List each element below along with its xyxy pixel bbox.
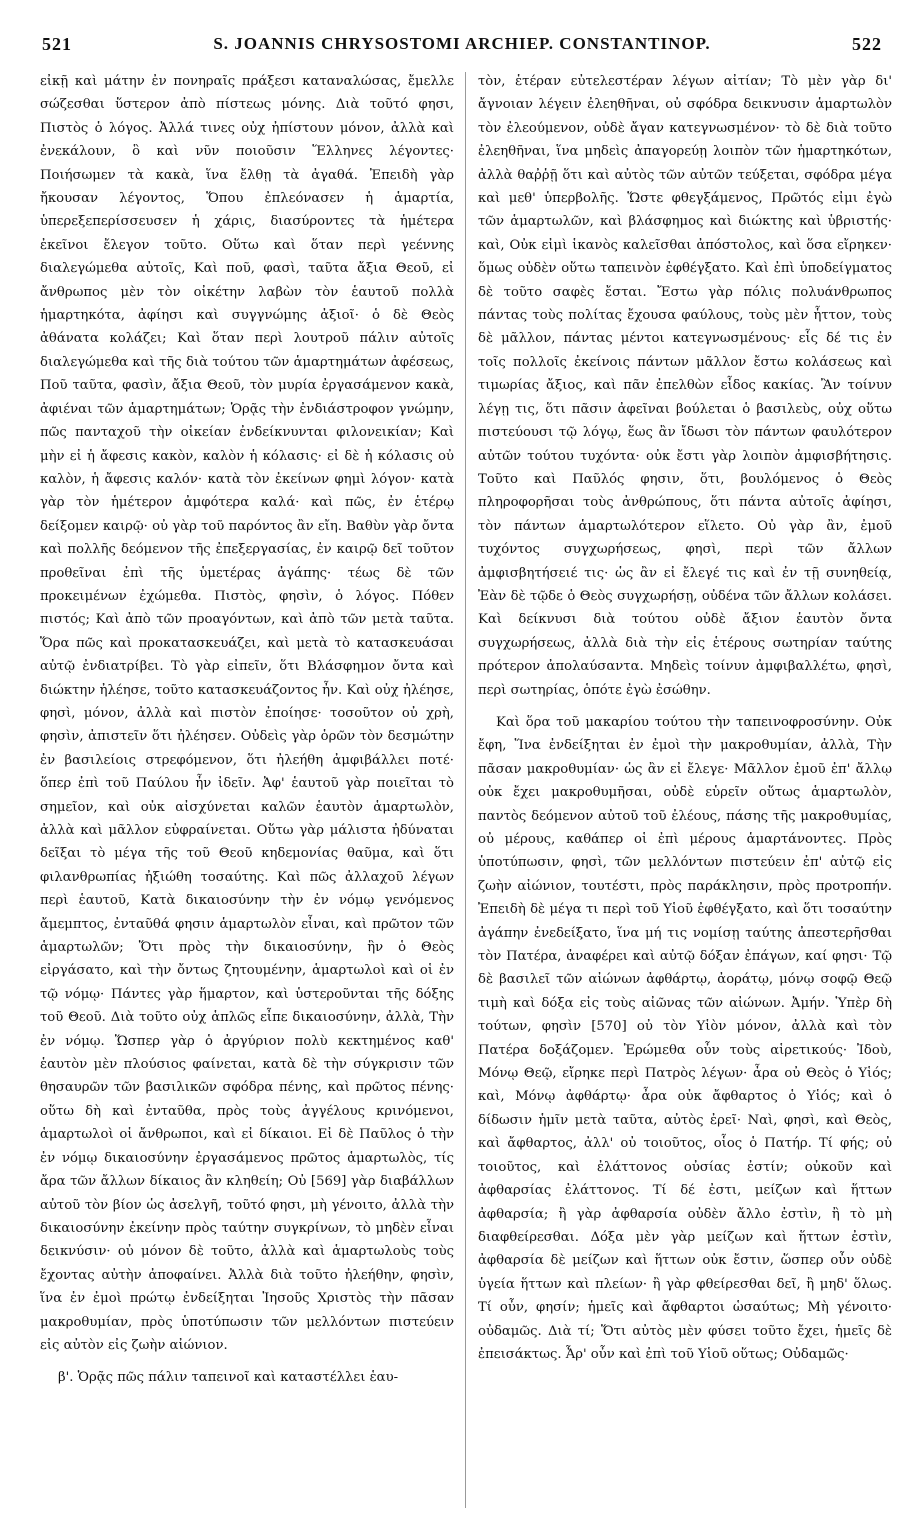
- left-column: [40, 70, 454, 1510]
- left-paragraph-2: β'. Ὁρᾷς πῶς πάλιν ταπεινοῖ καὶ καταστέλλει ἑαυ-: [58, 1370, 399, 1386]
- running-header: [40, 34, 884, 64]
- right-paragraph-1: τὸν, ἑτέραν εὐτελεστέραν λέγων αἰτίαν; Τὸ μὲν γὰρ δι' ἄγνοιαν λέγειν ἐλεηθῆναι, οὐ σφόδρα δεικνυσιν ἁμαρτωλὸν τὸν ἐλεούμενον, οὐδὲ ἄγαν κατεγνωσμένον· τὸ δὲ διὰ τοῦτο ἐλεηθῆναι, ἵνα μηδεὶς ἀπαγορεύῃ λοιπὸν τῶν ἡμαρτηκότων, ἀλλὰ θαῤῥῇ ὅτι καὶ αὐτὸς τῶν αὐτῶν τεύξεται, σφόδρα μέγα καὶ μεθ' ὑπερβολῆς. Ὥστε φθεγξάμενος, Πρῶτός εἰμι ἐγὼ τῶν ἁμαρτωλῶν, καὶ βλάσφημος καὶ διώκτης καὶ ὑβριστής· καὶ, Οὐκ εἰμὶ ἱκανὸς καλεῖσθαι ἀπόστολος, καὶ ὅσα εἴρηκεν· ὅμως οὐδὲν οὕτω ταπεινὸν ἐφθέγξατο. Καὶ ἐπὶ ὑποδείγματος δὲ τοῦτο σαφὲς ἔσται. Ἔστω γὰρ πόλις πολυάνθρωπος πάντας τοὺς πολίτας ἔχουσα φαύλους, τοὺς μὲν ἧττον, τοὺς δὲ μᾶλλον, πάντας μέντοι κατεγνωσμένους· εἷς δέ τις ἐν τοῖς πολλοῖς ἐκείνοις πάντων μᾶλλον ἔστω κολάσεως καὶ τιμωρίας ἄξιος, καὶ πᾶν ἐπελθὼν εἶδος κακίας. Ἂν τοίνυν λέγῃ τις, ὅτι πᾶσιν ἀφεῖναι βούλεται ὁ βασιλεὺς, οὐχ οὕτω πιστεύουσι τῷ λόγῳ, ἕως ἂν ἴδωσι τὸν πάντων φαυλότερον αὐτῶν τούτου τυχόντα· οὐκ ἔστι γὰρ λοιπὸν ἀμφισβήτησις. Τοῦτο καὶ Παῦλός φησιν, ὅτι, βουλόμενος ὁ Θεὸς πληροφορῆσαι τοὺς ἀνθρώπους, ὅτι πάντα αὐτοῖς ἀφίησι, τὸν πάντων ἁμαρτωλότερον εἵλετο. Οὐ γὰρ ἂν, ἐμοῦ τυχόντος συγχωρήσεως, φησὶ, περὶ τῶν ἄλλων ἀμφισβητήσειέ τις· ὡς ἂν εἰ ἔλεγέ τις καὶ ἐν τῇ συνηθείᾳ, Ἐὰν δὲ τῷδε ὁ Θεὸς συγχωρήσῃ, οὐδένα τῶν ἄλλων κολάσει. Καὶ δείκνυσι διὰ τούτου οὐδὲ ἄξιον ἑαυτὸν ὄντα συγχωρήσεως, ἀλλὰ διὰ τὴν εἰς ἑτέρους σωτηρίαν ταύτης πρότερον ἀπολαύσαντα. Μηδεὶς τοίνυν ἀμφιβαλλέτω, φησὶ, περὶ σωτηρίας, ὁπότε ἐγὼ ἐσώθην.: [478, 74, 892, 698]
- column-divider: [465, 72, 466, 1508]
- running-title: S. JOANNIS CHRYSOSTOMI ARCHIEP. CONSTANTINOP.: [213, 34, 711, 53]
- right-column: [478, 70, 892, 1510]
- page-number-right: 522: [852, 34, 882, 54]
- left-paragraph-1: εἰκῇ καὶ μάτην ἐν πονηραῖς πράξεσι καταναλώσας, ἔμελλε σώζεσθαι ὕστερον ἀπὸ πίστεως μόνης. Διὰ τοῦτό φησι, Πιστὸς ὁ λόγος. Ἀλλά τινες οὐχ ἠπίστουν μόνον, ἀλλὰ καὶ ἐνεκάλουν, ὃ καὶ νῦν ποιοῦσιν Ἕλληνες λέγοντες· Ποιήσωμεν τὰ κακὰ, ἵνα ἔλθῃ τὰ ἀγαθά. Ἐπειδὴ γὰρ ἤκουσαν λέγοντος, Ὅπου ἐπλεόνασεν ἡ ἁμαρτία, ὑπερεξεπερίσσευσεν ἡ χάρις, διασύροντες τὰ ἡμέτερα ἐκεῖνοι ἔλεγον τοῦτο. Οὕτω καὶ ὅταν περὶ γεέννης διαλεγώμεθα αὐτοῖς, Καὶ ποῦ, φασὶ, ταῦτα ἄξια Θεοῦ, εἰ ἄνθρωπος μὲν τὸν οἰκέτην λαβὼν τὸν ἑαυτοῦ πολλὰ ἡμαρτηκότα, ἀφίησι καὶ συγγνώμης ἀξιοῖ· ὁ δὲ Θεὸς ἀθάνατα κολάζει; Καὶ ὅταν περὶ λουτροῦ πάλιν αὐτοῖς διαλεγώμεθα καὶ τῆς διὰ τούτου τῶν ἁμαρτημάτων ἀφέσεως, Ποῦ ταῦτα, φασὶν, ἄξια Θεοῦ, τὸν μυρία ἐργασάμενον κακὰ, ἀφιέναι τῶν ἁμαρτημάτων; Ὁρᾷς τὴν ἐνδιάστροφον γνώμην, πῶς πανταχοῦ τὴν οἰκείαν ἐνδείκνυνται φιλονεικίαν; Καὶ μὴν εἰ ἡ ἄφεσις κακὸν, καλὸν ἡ κόλασις· εἰ δὲ ἡ κόλασις οὐ καλὸν, ἡ ἄφεσις καλόν· κατὰ τὸν ἐκείνων φημὶ λόγον· κατὰ γὰρ τὸν ἡμέτερον ἀμφότερα καλά· καὶ πῶς, ἐν ἑτέρῳ δείξομεν καιρῷ· οὐ γὰρ τοῦ παρόντος ἂν εἴη. Βαθὺν γὰρ ὄντα καὶ πολλῆς δεόμενον τῆς ἐπεξεργασίας, ἐν καιρῷ δεῖ τοῦτον προθεῖναι ἐπὶ τῆς ὑμετέρας ἀγάπης· τέως δὲ τῶν προκειμένων ἐχώμεθα. Πιστὸς, φησὶν, ὁ λόγος. Πόθεν πιστός; Καὶ ἀπὸ τῶν προαγόντων, καὶ ἀπὸ τῶν μετὰ ταῦτα. Ὅρα πῶς καὶ προκατασκευάζει, καὶ μετὰ τὸ κατασκευάσαι αὐτῷ ἐνδιατρίβει. Τὸ γὰρ εἰπεῖν, ὅτι Βλάσφημον ὄντα καὶ διώκτην ἠλέησε, τοῦτο κατασκευάζοντος ἦν. Καὶ οὐχ ἠλέησε, φησὶ, μόνον, ἀλλὰ καὶ πιστὸν ἐποίησε· τοσοῦτον οὐ χρὴ, φησὶν, ἀπιστεῖν ὅτι ἠλέησεν. Οὐδεὶς γὰρ ὁρῶν τὸν δεσμώτην ἐν βασιλείοις στρεφόμενον, ὅτι ἠλεήθη ἀμφιβάλλει ποτέ· ὅπερ ἐπὶ τοῦ Παύλου ἦν ἰδεῖν. Ἀφ' ἑαυτοῦ γὰρ ποιεῖται τὸ σημεῖον, καὶ οὐκ αἰσχύνεται καλῶν ἑαυτὸν ἁμαρτωλὸν, ἀλλὰ καὶ μᾶλλον εὐφραίνεται. Οὕτω γὰρ μάλιστα ἠδύναται δεῖξαι τὸ μέγα τῆς τοῦ Θεοῦ κηδεμονίας θαῦμα, καὶ ὅτι φιλανθρωπίας ἠξιώθη τοσαύτης. Καὶ πῶς ἀλλαχοῦ λέγων περὶ ἑαυτοῦ, Κατὰ δικαιοσύνην τὴν ἐν νόμῳ γενόμενος ἄμεμπτος, ἐνταῦθά φησιν ἁμαρτωλὸν εἶναι, καὶ πρῶτον τῶν ἁμαρτωλῶν; Ὅτι πρὸς τὴν δικαιοσύνην, ἣν ὁ Θεὸς εἰργάσατο, καὶ τὴν ὄντως ζητουμένην, ἁμαρτωλοὶ καὶ οἱ ἐν τῷ νόμῳ· Πάντες γὰρ ἥμαρτον, καὶ ὑστεροῦνται τῆς δόξης τοῦ Θεοῦ. Διὰ τοῦτο οὐχ ἁπλῶς εἶπε δικαιοσύνην, ἀλλὰ, Τὴν ἐν νόμῳ. Ὥσπερ γὰρ ὁ ἀργύριον πολὺ κεκτημένος καθ' ἑαυτὸν μὲν πλούσιος φαίνεται, κατὰ δὲ τὴν σύγκρισιν τῶν θησαυρῶν τῶν βασιλικῶν σφόδρα πένης, καὶ πρῶτος πένης· οὕτω δὴ καὶ ἐνταῦθα, πρὸς τοὺς ἀγγέλους κρινόμενοι, ἁμαρτωλοὶ οἱ ἄνθρωποι, καὶ εἰ δίκαιοι. Εἰ δὲ Παῦλος ὁ τὴν ἐν νόμῳ δικαιοσύνην ἐργασάμενος πρῶτος ἁμαρτωλὸς, τίς ἄρα τῶν ἄλλων δίκαιος ἂν κληθείη; Οὐ [569] γὰρ διαβάλλων αὐτοῦ τὸν βίον ὡς ἀσελγῆ, τοῦτό φησι, μὴ γένοιτο, ἀλλὰ τὴν δικαιοσύνην ἐκείνην πρὸς ταύτην συγκρίνων, τὸ μηδὲν εἶναι δεικνύσιν· οὐ μόνον δὲ τοῦτο, ἀλλὰ καὶ ἁμαρτωλοὺς τοὺς ἔχοντας αὐτὴν ἀποφαίνει. Ἀλλὰ διὰ τοῦτο ἠλεήθην, φησὶν, ἵνα ἐν ἐμοὶ πρώτῳ ἐνδείξηται Ἰησοῦς Χριστὸς τὴν πᾶσαν μακροθυμίαν, πρὸς ὑποτύπωσιν τῶν μελλόντων πιστεύειν εἰς αὐτὸν εἰς ζωὴν αἰώνιον.: [40, 74, 454, 1353]
- right-paragraph-2: Καὶ ὅρα τοῦ μακαρίου τούτου τὴν ταπεινοφροσύνην. Οὐκ ἔφη, Ἵνα ἐνδείξηται ἐν ἐμοὶ τὴν μακροθυμίαν, ἀλλὰ, Τὴν πᾶσαν μακροθυμίαν· ὡς ἂν εἰ ἔλεγε· Μᾶλλον ἐμοῦ ἐπ' ἄλλῳ οὐκ ἔχει μακροθυμῆσαι, οὐδὲ εὑρεῖν οὕτως ἁμαρτωλὸν, παντὸς δεόμενον αὐτοῦ τοῦ ἐλέους, πάσης τῆς μακροθυμίας, οὐ μέρους, καθάπερ οἱ ἐπὶ μέρους ἁμαρτάνοντες. Πρὸς ὑποτύπωσιν, φησὶ, τῶν μελλόντων πιστεύειν ἐπ' αὐτῷ εἰς ζωὴν αἰώνιον, τουτέστι, πρὸς παράκλησιν, πρὸς προτροπήν. Ἐπειδὴ δὲ μέγα τι περὶ τοῦ Υἱοῦ ἐφθέγξατο, καὶ ὅτι τοσαύτην ἀγάπην ἐνεδείξατο, ἵνα μή τις νομίσῃ ταύτης ἀπεστερῆσθαι τὸν Πατέρα, ἀναφέρει καὶ αὐτῷ δόξαν ἐπάγων, καί φησι· Τῷ δὲ βασιλεῖ τῶν αἰώνων ἀφθάρτῳ, ἀοράτῳ, μόνῳ σοφῷ Θεῷ τιμὴ καὶ δόξα εἰς τοὺς αἰῶνας τῶν αἰώνων. Ἀμήν. Ὑπὲρ δὴ τούτων, φησὶν [570] οὐ τὸν Υἱὸν μόνον, ἀλλὰ καὶ τὸν Πατέρα δοξάζομεν. Ἐρώμεθα οὖν τοὺς αἱρετικούς· Ἰδοὺ, Μόνῳ Θεῷ, εἴρηκε περὶ Πατρὸς λέγων· ἆρα οὐ Θεὸς ὁ Υἱός; καὶ, Μόνῳ ἀφθάρτῳ· ἆρα οὐκ ἄφθαρτος ὁ Υἱός; καὶ ὁ δίδωσιν ἡμῖν μετὰ ταῦτα, αὐτὸς ἐρεῖ· Ναὶ, φησὶ, καὶ Θεὸς, καὶ ἄφθαρτος, ἀλλ' οὐ τοιοῦτος, οἷος ὁ Πατήρ. Τί φής; οὐ τοιοῦτος, καὶ ἐλάττονος οὐσίας ἐστίν; οὐκοῦν καὶ ἀφθαρσίας ἐλάττονος. Τί δέ ἐστι, μείζων καὶ ἥττων ἀφθαρσία; ἢ γὰρ ἀφθαρσία οὐδὲν ἄλλο ἐστὶν, ἢ τὸ μὴ διαφθείρεσθαι. Δόξα μὲν γὰρ μείζων καὶ ἥττων ἐστὶν, ἀφθαρσία δὲ μείζων καὶ ἥττων οὐκ ἔστιν, ὥσπερ οὖν οὐδὲ ὑγεία ἥττων καὶ πλείων· ἢ γὰρ φθείρεσθαι δεῖ, ἢ μηδ' ὅλως. Τί οὖν, φησίν; ἡμεῖς καὶ ἄφθαρτοι ὡσαύτως; Μὴ γένοιτο· οὐδαμῶς. Διὰ τί; Ὅτι αὐτὸς μὲν φύσει τοῦτο ἔχει, ἡμεῖς δὲ ἐπεισάκτως. Ἆρ' οὖν καὶ ἐπὶ τοῦ Υἱοῦ οὕτως; Οὐδαμῶς·: [478, 714, 892, 1362]
- page-number-left: 521: [42, 34, 72, 54]
